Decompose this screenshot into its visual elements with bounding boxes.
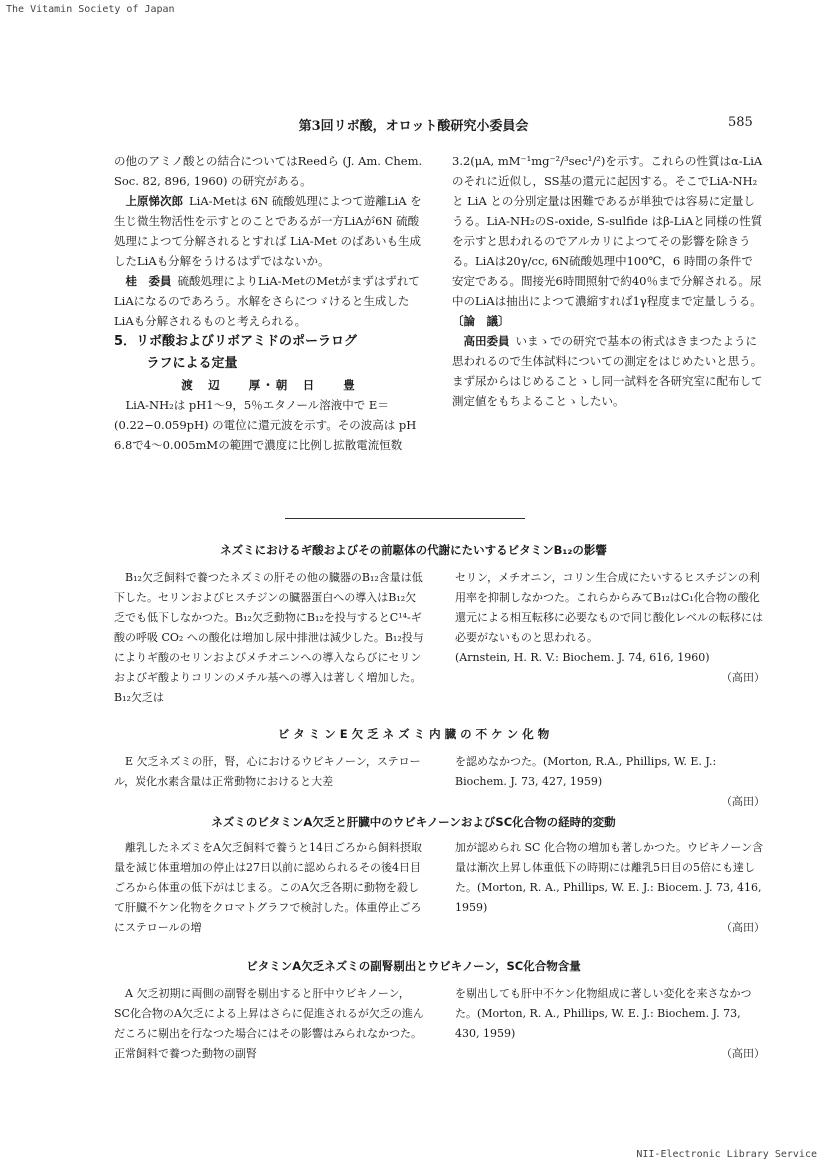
page-number: 585 — [728, 115, 753, 130]
speaker-name: 高田委員 — [463, 334, 510, 348]
speech-text: LiA-Metは 6N 硫酸処理によつて遊離LiA を生じ微生物活性を示すとのことであるが一方LiAが6N 硫酸処理によつて分解されるとすれば LiA-Met のばあいも生成したLiAも分解をうけるはずではないか。 — [114, 194, 422, 268]
abstract-signature: （高田） — [721, 1047, 765, 1060]
abstract-signature: （高田） — [721, 921, 765, 934]
paragraph — [114, 271, 424, 331]
abstract-title: ビ タ ミ ン E 欠 乏 ネ ズ ミ 内 臓 の 不 ケ ン 化 物 — [277, 727, 550, 741]
site-watermark-top: The Vitamin Society of Japan — [6, 4, 175, 15]
abstract-left-column — [114, 838, 424, 938]
abstract-signature: （高田） — [721, 795, 765, 808]
paragraph: の他のアミノ酸との結合についてはReedら (J. Am. Chem. Soc. 82, 896, 1960) の研究がある。 — [114, 154, 423, 188]
abstract-right-column — [455, 568, 765, 688]
abstract-left-column — [114, 568, 424, 708]
abstract-text: セリン，メチオニン，コリン生合成にたいするヒスチジンの利用率を抑制しなかつた。これらからみてB₁₂はC₁化合物の酸化還元による相互転移に必要なもので同じ酸化レベルの転移には必要がないものと思われる。 — [455, 571, 763, 644]
abstract-text: 離乳したネズミをA欠乏飼料で養うと14日ごろから飼料摂取量を減じ体重増加の停止は27日以前に認められるその後4日目ごろから体重の低下がはじまる。このA欠乏各期に動物を殺して肝臓不ケン化物をクロマトグラフで検討した。体重停止ごろにステロールの増 — [114, 841, 422, 934]
abstract-right-column — [455, 838, 765, 938]
section-divider — [285, 518, 525, 519]
abstract-text: 加が認められ SC 化合物の増加も著しかつた。ウビキノーン含量は漸次上昇し体重低下の時期には離乳5日目の5倍にも達した。(Morton, R. A., Phillips, W. E. J.: Biocem. J. 73, 416, 1959) — [455, 841, 764, 914]
abstract-text: B₁₂欠乏飼料で養つたネズミの肝その他の臓器のB₁₂含量は低下した。セリンおよびヒスチジンの臓器蛋白への導入はB₁₂欠乏でも低下しなかつた。B₁₂欠乏動物にB₁₂を投与するとC¹⁴-ギ酸の呼吸 CO₂ への酸化は増加し尿中排泄は減少した。B₁₂投与によりギ酸のセリンおよびメチオニンへの導入ならびにセリンおよびギ酸よりコリンのメチル基への導入は著しく増加した。B₁₂欠乏は — [114, 571, 424, 704]
section-heading-continued: ラフによる定量 — [146, 356, 238, 371]
abstract-signature: （高田） — [721, 671, 765, 684]
abstract-citation: (Arnstein, H. R. V.: Biochem. J. 74, 616, 1960) — [455, 651, 710, 664]
upper-right-column — [452, 151, 764, 411]
paragraph — [452, 331, 764, 411]
site-watermark-bottom: NII-Electronic Library Service — [636, 1149, 817, 1160]
discussion-label: 〔論 議〕 — [452, 314, 510, 328]
running-header-title: 第3回リボ酸，オロット酸研究小委員会 — [298, 119, 529, 134]
abstract-title: ビタミンA欠乏ネズミの副腎剔出とウビキノーン，SC化合物含量 — [246, 959, 581, 973]
paragraph: 3.2(μA, mM⁻¹mg⁻²/³sec¹/²)を示す。これらの性質はα-LiAのそれに近似し，SS基の還元に起因する。そこでLiA-NH₂ と LiA との分別定量は困難であるが単独では容易に定量しうる。LiA-NH₂のS-oxide, S-sulfide はβ-LiAと同様の性質を示すと思われるのでアルカリによつてその影響を除きうる。LiAは20γ/cc, 6N硫酸処理中100℃，6 時間の条件で安定である。間接光6時間照射で約40％まで分解される。尿中のLiAは抽出によつて濃縮すれば1γ程度まで定量しうる。 — [452, 154, 763, 308]
section-heading: 5．リボ酸およびリボアミドのポーラログ — [114, 334, 358, 349]
speech-text: いまゝでの研究で基本の術式はきまつたように思われるので生体試料についての測定をはじめたいと思う。まず尿からはじめることゝし同一試料を各研究室に配布して測定値をもちよることゝしたい。 — [452, 334, 763, 408]
paragraph — [114, 191, 424, 271]
abstract-left-column — [114, 752, 424, 792]
speaker-name: 桂 委員 — [125, 274, 172, 288]
abstract-text: を剔出しても肝中不ケン化物組成に著しい変化を来さなかつた。(Morton, R. A., Phillips, W. E. J.: Biochem. J. 73, 430, 1959) — [455, 987, 752, 1040]
upper-left-column — [114, 151, 424, 455]
abstract-right-column — [455, 984, 765, 1064]
abstract-title: ネズミのビタミンA欠乏と肝臓中のウビキノーンおよびSC化合物の経時的変動 — [211, 815, 616, 829]
abstract-title: ネズミにおけるギ酸およびその前駆体の代謝にたいするビタミンB₁₂の影響 — [220, 543, 607, 557]
speaker-name: 上原悌次郎 — [125, 194, 183, 208]
abstract-text: A 欠乏初期に両側の副腎を剔出すると肝中ウビキノーン，SC化合物のA欠乏による上昇はさらに促進されるが欠乏の進んだころに剔出を行なつた場合にはその影響はみられなかつた。正常飼料で養つた動物の副腎 — [114, 987, 424, 1060]
abstract-right-column — [455, 752, 765, 812]
paragraph: LiA-NH₂は pH1〜9，5％エタノール溶液中で E＝(0.22−0.059pH) の電位に還元波を示す。その波高は pH 6.8で4〜0.005mMの範囲で濃度に比例し拡散電流恒数 — [114, 398, 417, 452]
speech-text: 硫酸処理によりLiA-MetのMetがまずはずれてLiAになるのであろう。水解をさらにつゞけると生成したLiAも分解されるものと考えられる。 — [114, 274, 420, 328]
section-authors: 渡 辺 厚・朝 日 豊 — [181, 378, 357, 392]
abstract-left-column — [114, 984, 424, 1064]
abstract-text: E 欠乏ネズミの肝，腎，心におけるウビキノーン，ステロール，炭化水素含量は正常動物におけると大差 — [114, 755, 421, 788]
abstract-text: を認めなかつた。(Morton, R.A., Phillips, W. E. J.: Biochem. J. 73, 427, 1959) — [455, 755, 717, 788]
